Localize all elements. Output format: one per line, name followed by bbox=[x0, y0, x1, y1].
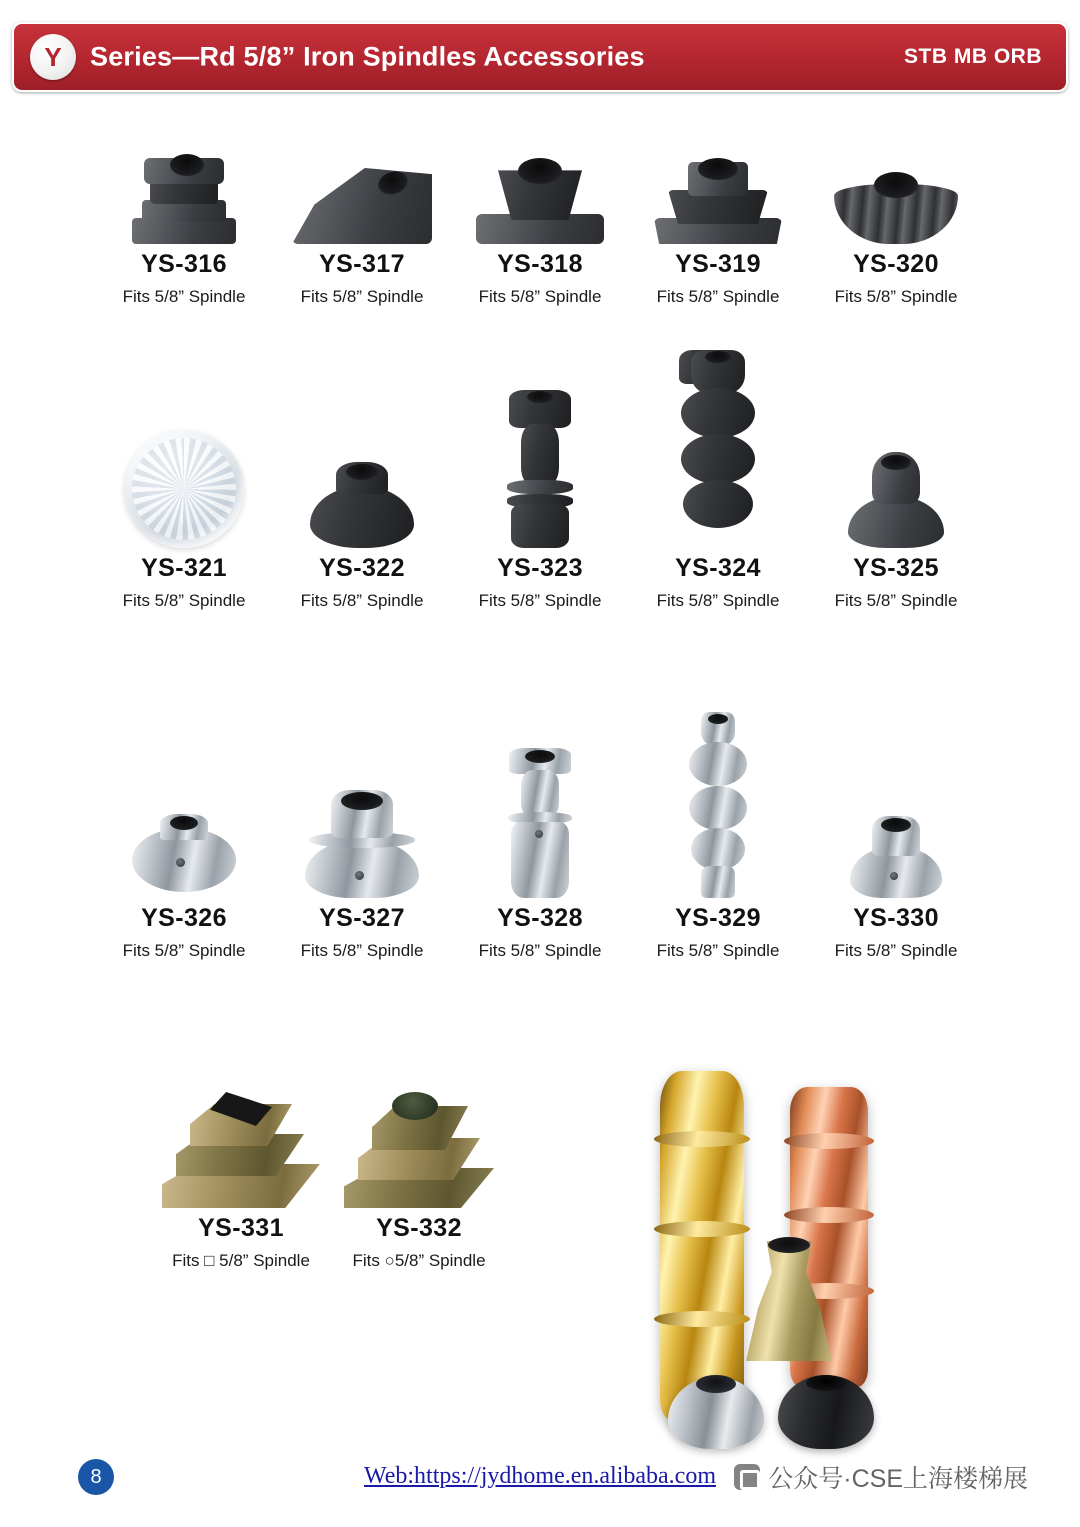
product-fits: Fits 5/8” Spindle bbox=[834, 287, 958, 306]
product-code: YS-325 bbox=[853, 554, 939, 582]
product-row-1 bbox=[60, 124, 1020, 307]
product-code: YS-316 bbox=[141, 250, 227, 278]
product-code: YS-320 bbox=[853, 250, 939, 278]
steel-ball-bore bbox=[696, 1375, 736, 1393]
product-image-ys-321 bbox=[95, 358, 273, 548]
product-image-ys-327 bbox=[273, 678, 451, 898]
product-cell-ys-327[interactable] bbox=[273, 678, 451, 961]
black-ball-bore bbox=[806, 1375, 846, 1391]
product-image-ys-316 bbox=[95, 124, 273, 244]
product-fits: Fits 5/8” Spindle bbox=[834, 941, 958, 960]
product-code: YS-324 bbox=[675, 554, 761, 582]
product-image-ys-325 bbox=[807, 358, 985, 548]
product-image-ys-318 bbox=[451, 124, 629, 244]
product-image-ys-322 bbox=[273, 358, 451, 548]
product-cell-ys-328[interactable] bbox=[451, 678, 629, 961]
product-code: YS-332 bbox=[376, 1214, 462, 1242]
iron-fluted-cone-icon bbox=[834, 172, 958, 244]
product-fits: Fits 5/8” Spindle bbox=[478, 287, 602, 306]
website-link[interactable]: Web:https://jydhome.en.alibaba.com bbox=[364, 1463, 716, 1489]
product-image-ys-319 bbox=[629, 124, 807, 244]
product-cell-ys-324[interactable] bbox=[629, 358, 807, 611]
product-cell-ys-321[interactable] bbox=[95, 358, 273, 611]
product-cell-ys-322[interactable] bbox=[273, 358, 451, 611]
product-cell-ys-320[interactable] bbox=[807, 124, 985, 307]
black-ribbed-knuckle-icon bbox=[505, 390, 575, 548]
bronze-round-shoe-icon bbox=[344, 1090, 494, 1208]
chrome-knuckle-icon bbox=[505, 748, 575, 898]
product-fits: Fits 5/8” Spindle bbox=[656, 591, 780, 610]
watermark-text: 公众号·CSE上海楼梯展 bbox=[768, 1465, 1028, 1493]
product-fits: Fits 5/8” Spindle bbox=[300, 591, 424, 610]
brass-cup-bore bbox=[768, 1237, 810, 1253]
product-image-ys-328 bbox=[451, 678, 629, 898]
iron-stepped-shoe-icon bbox=[654, 156, 782, 244]
product-cell-ys-325[interactable] bbox=[807, 358, 985, 611]
chrome-ball-collar-icon bbox=[132, 814, 236, 898]
catalog-sheet bbox=[0, 108, 1080, 1527]
product-cell-ys-329[interactable] bbox=[629, 678, 807, 961]
page-header bbox=[12, 22, 1068, 92]
product-fits: Fits 5/8” Spindle bbox=[478, 591, 602, 610]
iron-pyramid-shoe-icon bbox=[476, 158, 604, 244]
product-fits: Fits 5/8” Spindle bbox=[300, 287, 424, 306]
product-code: YS-329 bbox=[675, 904, 761, 932]
product-code: YS-331 bbox=[198, 1214, 284, 1242]
product-image-ys-324 bbox=[629, 358, 807, 548]
product-cell-ys-319[interactable] bbox=[629, 124, 807, 307]
page-number: 8 bbox=[78, 1459, 114, 1495]
gold-baluster-sample bbox=[660, 1071, 744, 1421]
bronze-square-shoe-icon bbox=[162, 1088, 320, 1208]
product-row-2 bbox=[60, 358, 1020, 611]
watermark bbox=[734, 1459, 1028, 1495]
product-fits: Fits 5/8” Spindle bbox=[122, 287, 246, 306]
product-fits: Fits 5/8” Spindle bbox=[834, 591, 958, 610]
product-cell-ys-318[interactable] bbox=[451, 124, 629, 307]
product-cell-ys-331[interactable] bbox=[152, 1008, 330, 1271]
black-triple-knuckle-icon bbox=[679, 350, 757, 548]
product-cell-ys-323[interactable] bbox=[451, 358, 629, 611]
product-fits: Fits 5/8” Spindle bbox=[656, 287, 780, 306]
product-code: YS-327 bbox=[319, 904, 405, 932]
chrome-bell-collar-icon bbox=[850, 816, 942, 898]
product-code: YS-318 bbox=[497, 250, 583, 278]
product-cell-ys-326[interactable] bbox=[95, 678, 273, 961]
product-code: YS-322 bbox=[319, 554, 405, 582]
product-code: YS-317 bbox=[319, 250, 405, 278]
chrome-triple-knuckle-icon bbox=[687, 712, 749, 898]
page-title: Series—Rd 5/8” Iron Spindles Accessories bbox=[90, 41, 645, 72]
product-code: YS-330 bbox=[853, 904, 939, 932]
product-row-4 bbox=[100, 1008, 560, 1271]
product-cell-ys-332[interactable] bbox=[330, 1008, 508, 1271]
finish-sample-photo bbox=[650, 979, 1010, 1449]
finish-codes: STB MB ORB bbox=[904, 45, 1042, 68]
product-fits: Fits □ 5/8” Spindle bbox=[172, 1251, 310, 1270]
crystal-ball-icon bbox=[124, 430, 244, 548]
black-bell-collar-icon bbox=[848, 452, 944, 548]
wechat-logo-icon bbox=[734, 1464, 760, 1490]
product-code: YS-323 bbox=[497, 554, 583, 582]
product-cell-ys-316[interactable] bbox=[95, 124, 273, 307]
product-image-ys-329 bbox=[629, 678, 807, 898]
product-image-ys-317 bbox=[273, 124, 451, 244]
product-cell-ys-330[interactable] bbox=[807, 678, 985, 961]
product-image-ys-331 bbox=[152, 1008, 330, 1208]
black-ball-collar-icon bbox=[310, 462, 414, 548]
product-code: YS-321 bbox=[141, 554, 227, 582]
product-fits: Fits 5/8” Spindle bbox=[122, 941, 246, 960]
product-image-ys-330 bbox=[807, 678, 985, 898]
product-code: YS-326 bbox=[141, 904, 227, 932]
product-image-ys-326 bbox=[95, 678, 273, 898]
product-cell-ys-317[interactable] bbox=[273, 124, 451, 307]
product-fits: Fits 5/8” Spindle bbox=[656, 941, 780, 960]
product-image-ys-332 bbox=[330, 1008, 508, 1208]
product-fits: Fits 5/8” Spindle bbox=[300, 941, 424, 960]
product-row-3 bbox=[60, 678, 1020, 961]
chrome-ribbed-ball-icon bbox=[305, 790, 419, 898]
product-image-ys-320 bbox=[807, 124, 985, 244]
page-footer bbox=[0, 1455, 1080, 1501]
product-code: YS-319 bbox=[675, 250, 761, 278]
series-badge: Y bbox=[30, 34, 76, 80]
product-fits: Fits 5/8” Spindle bbox=[122, 591, 246, 610]
product-code: YS-328 bbox=[497, 904, 583, 932]
product-fits: Fits 5/8” Spindle bbox=[478, 941, 602, 960]
iron-angled-shoe-icon bbox=[292, 162, 432, 244]
product-image-ys-323 bbox=[451, 358, 629, 548]
iron-square-shoe-icon bbox=[124, 152, 244, 244]
product-fits: Fits ○5/8” Spindle bbox=[352, 1251, 486, 1270]
